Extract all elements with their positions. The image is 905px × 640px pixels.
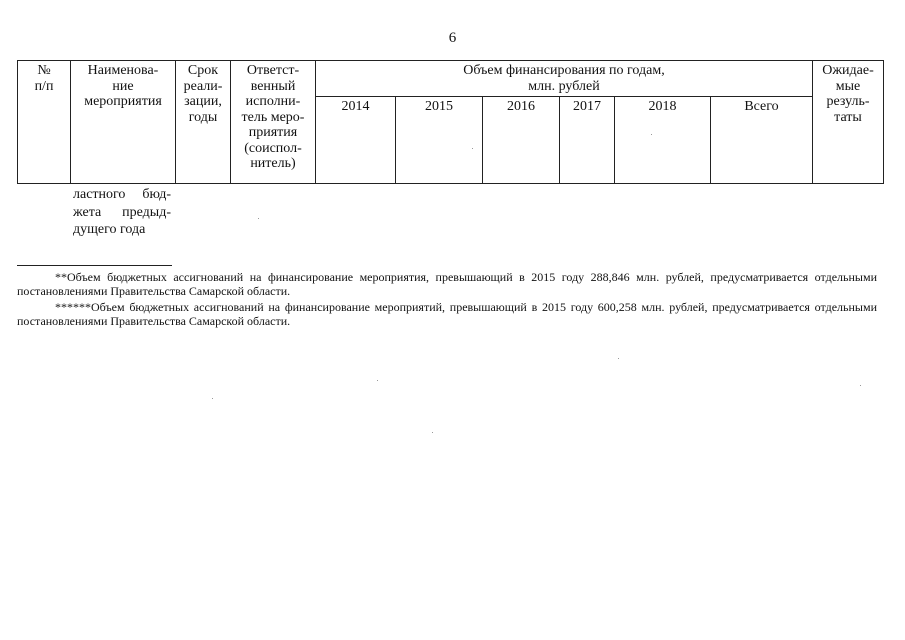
header-total: Всего	[744, 99, 779, 114]
header-col-number: № п/п	[34, 63, 54, 94]
header-col-name: Наименова- ние мероприятия	[84, 63, 162, 109]
header-col-responsible: Ответст- венный исполни- тель меро- приятия (соиспол- нитель)	[241, 63, 305, 171]
header-year-2015: 2015	[425, 99, 453, 114]
header-year-2014: 2014	[341, 99, 370, 114]
page-number: 6	[448, 30, 457, 46]
footnote-1: **Объем бюджетных ассигнований на финансирование мероприятия, превышающий в 2015 году 288,846 млн. рублей, предусматривается отдельными постановлениями Правительства Самарской области.	[17, 270, 877, 298]
table-header	[17, 60, 884, 184]
header-funding-title: Объем финансирования по годам, млн. рублей	[463, 63, 665, 94]
header-year-2018: 2018	[648, 99, 677, 114]
footnote-separator	[17, 265, 172, 266]
header-year-2017: 2017	[573, 99, 601, 114]
continuation-text: ластного бюд- жета предыд- дущего года	[73, 187, 171, 237]
header-col-expected: Ожидае- мые резуль- таты	[822, 63, 874, 125]
header-col-term: Срок реали- зации, годы	[183, 63, 223, 125]
footnote-2: ******Объем бюджетных ассигнований на финансирование мероприятий, превышающий в 2015 году 600,258 млн. рублей, предусматривается отдельными постановлениями Правительства Самарской области.	[17, 300, 877, 328]
header-year-2016: 2016	[507, 99, 535, 114]
